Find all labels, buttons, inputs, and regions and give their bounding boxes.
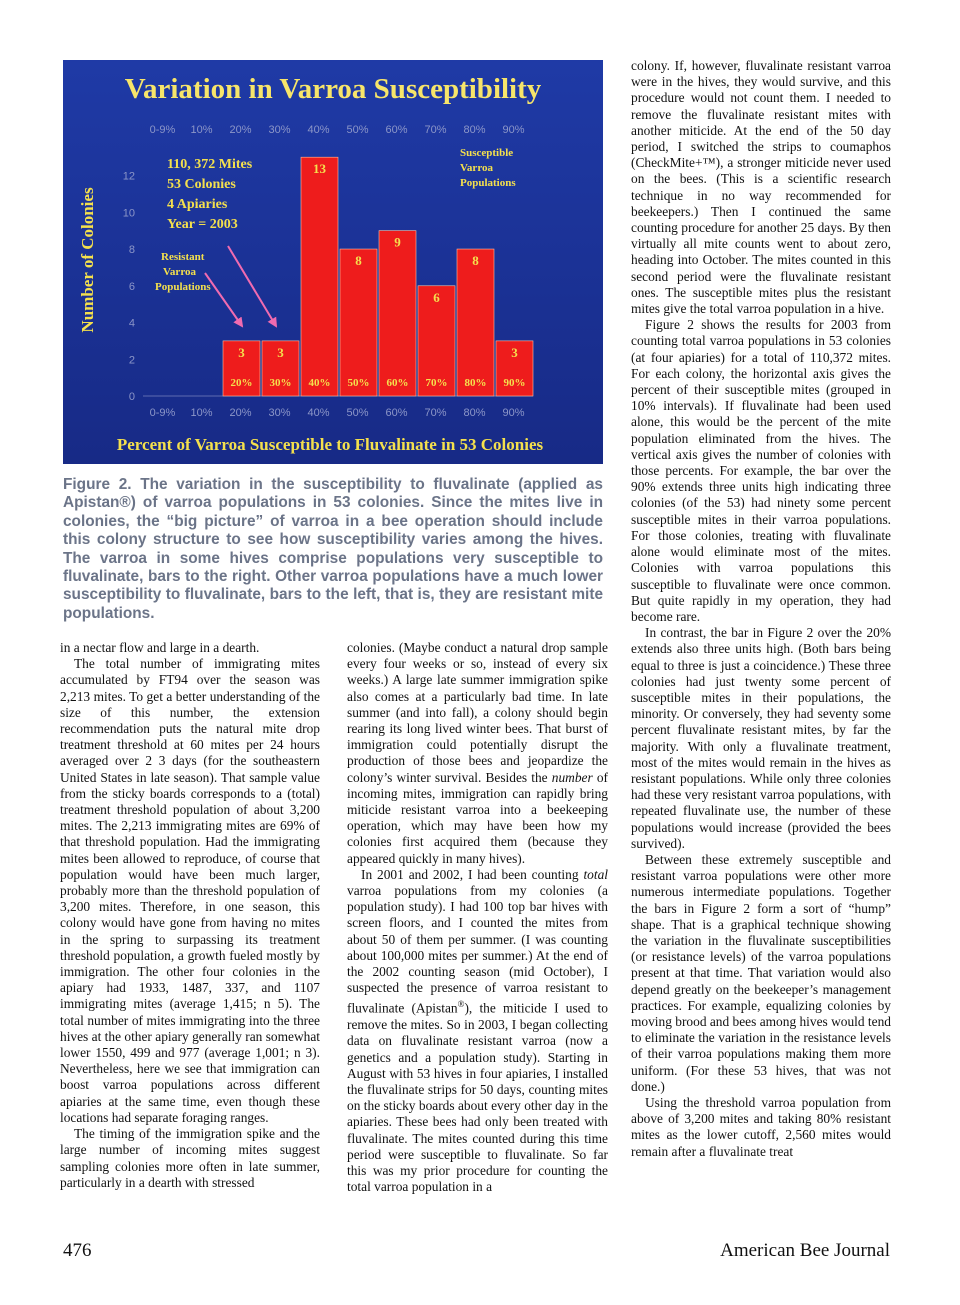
bottom-tick-3: 30% xyxy=(268,407,291,419)
top-tick-2: 20% xyxy=(229,124,252,136)
y-tick-10: 10 xyxy=(122,207,135,220)
top-tick-8: 80% xyxy=(463,124,486,136)
stats-colonies: 53 Colonies xyxy=(167,177,236,192)
y-tick-6: 6 xyxy=(128,280,135,293)
bottom-tick-9: 90% xyxy=(502,407,525,419)
bar-label-40%: 40% xyxy=(308,377,331,389)
bar-label-30%: 30% xyxy=(269,377,292,389)
col2-p1-end: of incoming mites, immigration can rapidly bring miticide resistant varroa into a beekeeping operation, which may have been how my colonies first acquired them (because they appeared quickly in many hives). xyxy=(347,769,608,866)
top-tick-4: 40% xyxy=(307,124,330,136)
resistant-label-line3: Populations xyxy=(155,281,211,293)
y-tick-2: 2 xyxy=(128,354,135,367)
bottom-tick-4: 40% xyxy=(307,407,330,419)
bar-label-60%: 60% xyxy=(386,377,409,389)
bar-value-80%: 8 xyxy=(472,253,479,269)
bar-label-70%: 70% xyxy=(425,377,448,389)
text-column-1 xyxy=(60,640,320,1191)
bar-value-60%: 9 xyxy=(394,234,401,250)
col2-paragraph-1 xyxy=(347,640,608,867)
bar-value-50%: 8 xyxy=(355,253,362,269)
col2-p1-text: colonies. (Maybe conduct a natural drop sample every four weeks or so, instead of every six weeks.) A large late summer immigration spike also comes at a particularly bad time. In late summer (and into fall), a colony should begin rearing its long lived winter bees. That burst of immigration could potentially disrupt the production of those bees and jeopardize the colony’s winter survival. Besides the xyxy=(347,640,608,785)
y-tick-4: 4 xyxy=(128,317,135,330)
chart-title: Variation in Varroa Susceptibility xyxy=(124,73,542,105)
bottom-tick-5: 50% xyxy=(346,407,369,419)
resistant-label-line1: Resistant xyxy=(161,251,205,263)
y-tick-8: 8 xyxy=(128,244,135,257)
susceptible-label-line1: Susceptible xyxy=(460,147,514,159)
y-tick-12: 12 xyxy=(122,170,135,183)
figure-caption: Figure 2. The variation in the susceptibility to fluvalinate (applied as Apistan®) of varroa populations in 53 colonies. Since the mites live in colonies, the “big picture” of varroa in a bee operation should include this colony structure to see how susceptibility varies among the hives. The varroa in some hives comprise populations very susceptible to fluvalinate, bars to the right. Other varroa populations have a much lower susceptibility to fluvalinate, bars to the left, that is, they are resistant mite populations. xyxy=(63,476,603,622)
bar-value-70%: 6 xyxy=(433,289,440,305)
col1-paragraph-3: The timing of the immigration spike and the large number of incoming mites suggest sampling colonies more often in late summer, particularly in a dearth with stressed xyxy=(60,1126,320,1190)
journal-name: American Bee Journal xyxy=(720,1240,890,1261)
col3-paragraph-1: colony. If, however, fluvalinate resistant varroa were in the hives, they would survive, and this procedure would not count them. I needed to remove the fluvalinate resistant mites with another miticide. At the end of the 50 day period, I switched the strips to coumaphos (CheckMite+™), a stronger miticide never used on the bees. (This is a scientific research technique in no way recommended for beekeepers.) Then I continued the same counting procedure for another 25 days. By then virtually all mite counts went to about zero, heading into October. The mites counted in this second period were the fluvalinate resistant ones. The susceptible mites plus the resistant mites give the total varroa population in a hive. xyxy=(631,58,891,317)
bar-value-40%: 13 xyxy=(313,161,326,177)
susceptible-label-line3: Populations xyxy=(460,177,516,189)
col3-paragraph-2: Figure 2 shows the results for 2003 from counting total varroa populations in 53 colonies (at four apiaries) for a total of 110,372 mites. For each colony, the horizontal axis gives the percent of their susceptible mites (grouped in 10% intervals). If fluvalinate had been used alone, this would be the percent of the mite population eliminated from the hives. The vertical axis gives the number of colonies with those percents. For example, the bar over the 90% extends three units high indicating three colonies (of the 53) had ninety some percent susceptible mites in their varroa populations. For those colonies, treating with fluvalinate alone would eliminate most of the mites. Colonies with varroa populations this susceptible to fluvalinate were once common. But quite rapidly in my operation, they had become rare. xyxy=(631,317,891,624)
stats-apiaries: 4 Apiaries xyxy=(167,197,228,212)
bar-label-80%: 80% xyxy=(464,377,487,389)
bottom-tick-1: 10% xyxy=(190,407,213,419)
figure-2-chart xyxy=(63,60,603,464)
bottom-tick-7: 70% xyxy=(424,407,447,419)
col2-p1-emphasis: number xyxy=(551,769,593,785)
bottom-tick-0: 0-9% xyxy=(149,407,176,419)
text-column-2 xyxy=(347,640,608,1195)
bottom-tick-8: 80% xyxy=(463,407,486,419)
x-axis-label: Percent of Varroa Susceptible to Fluvalinate in 53 Colonies xyxy=(116,435,544,454)
top-tick-1: 10% xyxy=(190,124,213,136)
stats-year: Year = 2003 xyxy=(167,217,238,232)
bar-60% xyxy=(379,231,416,396)
col2-paragraph-2 xyxy=(347,867,608,1196)
bar-label-90%: 90% xyxy=(503,377,526,389)
col2-p2-emphasis: total xyxy=(583,866,608,882)
bar-label-50%: 50% xyxy=(347,377,370,389)
text-column-3 xyxy=(631,58,891,1160)
resistant-label-line2: Varroa xyxy=(163,266,196,278)
bar-value-90%: 3 xyxy=(511,344,518,360)
col2-p2-registered-mark: ® xyxy=(457,999,465,1010)
bar-50% xyxy=(340,249,377,396)
bar-value-30%: 3 xyxy=(277,344,284,360)
bar-label-20%: 20% xyxy=(230,377,253,389)
y-tick-0: 0 xyxy=(128,391,135,403)
top-tick-0: 0-9% xyxy=(149,124,176,136)
top-tick-6: 60% xyxy=(385,124,408,136)
page-number: 476 xyxy=(63,1240,92,1261)
top-tick-9: 90% xyxy=(502,124,525,136)
col2-p2-mid: varroa populations from my colonies (a population study). I had 100 top bar hives with screen floors, and I counted the mites from about 50 of them per summer. (I was counting about 100,000 mites per summer.) At the end of the 2002 counting season (mid October), I suspected the presence of varroa resistant to fluvalinate (Apistan xyxy=(347,883,608,1016)
col2-p2-end: ), the miticide I used to remove the mites. So in 2003, I began collecting data on fluvalinate resistant varroa (now a genetics and a population study). Starting in August with 53 hives in four apiaries, I installed the fluvalinate strips for 50 days, counting mites on the sticky boards about every other day in the apiaries. These bees had only been treated with fluvalinate. The mites counted during this time period were susceptible to fluvalinate. So far this was my prior procedure for counting the total varroa population in a xyxy=(347,1000,608,1195)
susceptible-label-line2: Varroa xyxy=(460,162,493,174)
bottom-tick-6: 60% xyxy=(385,407,408,419)
bar-80% xyxy=(457,249,494,396)
bar-value-20%: 3 xyxy=(238,344,245,360)
bottom-tick-2: 20% xyxy=(229,407,252,419)
top-tick-3: 30% xyxy=(268,124,291,136)
col3-paragraph-5: Using the threshold varroa population from above of 3,200 mites and taking 80% resistant mites as the lower cutoff, 2,560 mites would remain after a fluvalinate treat xyxy=(631,1095,891,1159)
top-tick-5: 50% xyxy=(346,124,369,136)
y-axis-label: Number of Colonies xyxy=(78,187,97,333)
bar-40% xyxy=(301,157,338,396)
stats-mites: 110, 372 Mites xyxy=(167,157,253,172)
col2-p2-start: In 2001 and 2002, I had been counting xyxy=(361,866,579,882)
top-tick-7: 70% xyxy=(424,124,447,136)
col3-paragraph-4: Between these extremely susceptible and resistant varroa populations were other more numerous intermediate populations. Together the bars in Figure 2 form a sort of “hump” shape. That is a graphical technique showing the variation in the fluvalinate susceptibilities (or resistance levels) of the varroa populations present at that time. That variation would also depend greatly on the beekeeper’s management practices. For example, equalizing colonies by moving brood and bees among hives would tend to eliminate the variation in the resistance levels of their varroa populations making them more uniform. (For these 53 hives, that was not done.) xyxy=(631,851,891,1094)
col1-paragraph-2: The total number of immigrating mites accumulated by FT94 over the season was 2,213 mites. To get a better understanding of the size of this number, the extension recommendation puts the natural mite drop treatment threshold at 60 mites per 24 hours averaged over 2 3 days (for the southeastern United States in late season). That sample value from the sticky boards corresponds to a (total) treatment threshold population of about 3,200 mites. The 2,213 immigrating mites are 69% of that threshold population. Had the immigrating mites been allowed to reproduce, of course that population would have been much larger, probably more than the threshold population of 3,200 mites. Therefore, in one season, this colony would have gone from having no mites in the spring to surpassing its treatment threshold population, a growth fueled mostly by immigration. The other four colonies in the apiary had 1933, 1487, 337, and 1107 immigrating mites (average 1,415; n 5). The total number of mites immigrating into the three hives at the other apiary generally ran somewhat lower 1550, 499 and 977 (average 1,001; n 3). Nevertheless, here we see that immigration can boost varroa populations across different apiaries at the same time, even though these locations had separate foraging ranges. xyxy=(60,656,320,1125)
col1-paragraph-1: in a nectar flow and large in a dearth. xyxy=(60,640,260,655)
col3-paragraph-3: In contrast, the bar in Figure 2 over the 20% extends also three units high. (Both bars being equal to three is just a coincidence.) These three colonies had just twenty some percent of susceptible mites in their populations, the minority. Or conversely, they had seventy some percent fluvalinate resistant mites, by far the majority. With only a fluvalinate treatment, most of the mites would remain in the hives as resistant populations. While only three colonies had these very resistant varroa populations, with repeated fluvalinate use, the number of these populations would increase (provided the bees survived). xyxy=(631,625,891,851)
